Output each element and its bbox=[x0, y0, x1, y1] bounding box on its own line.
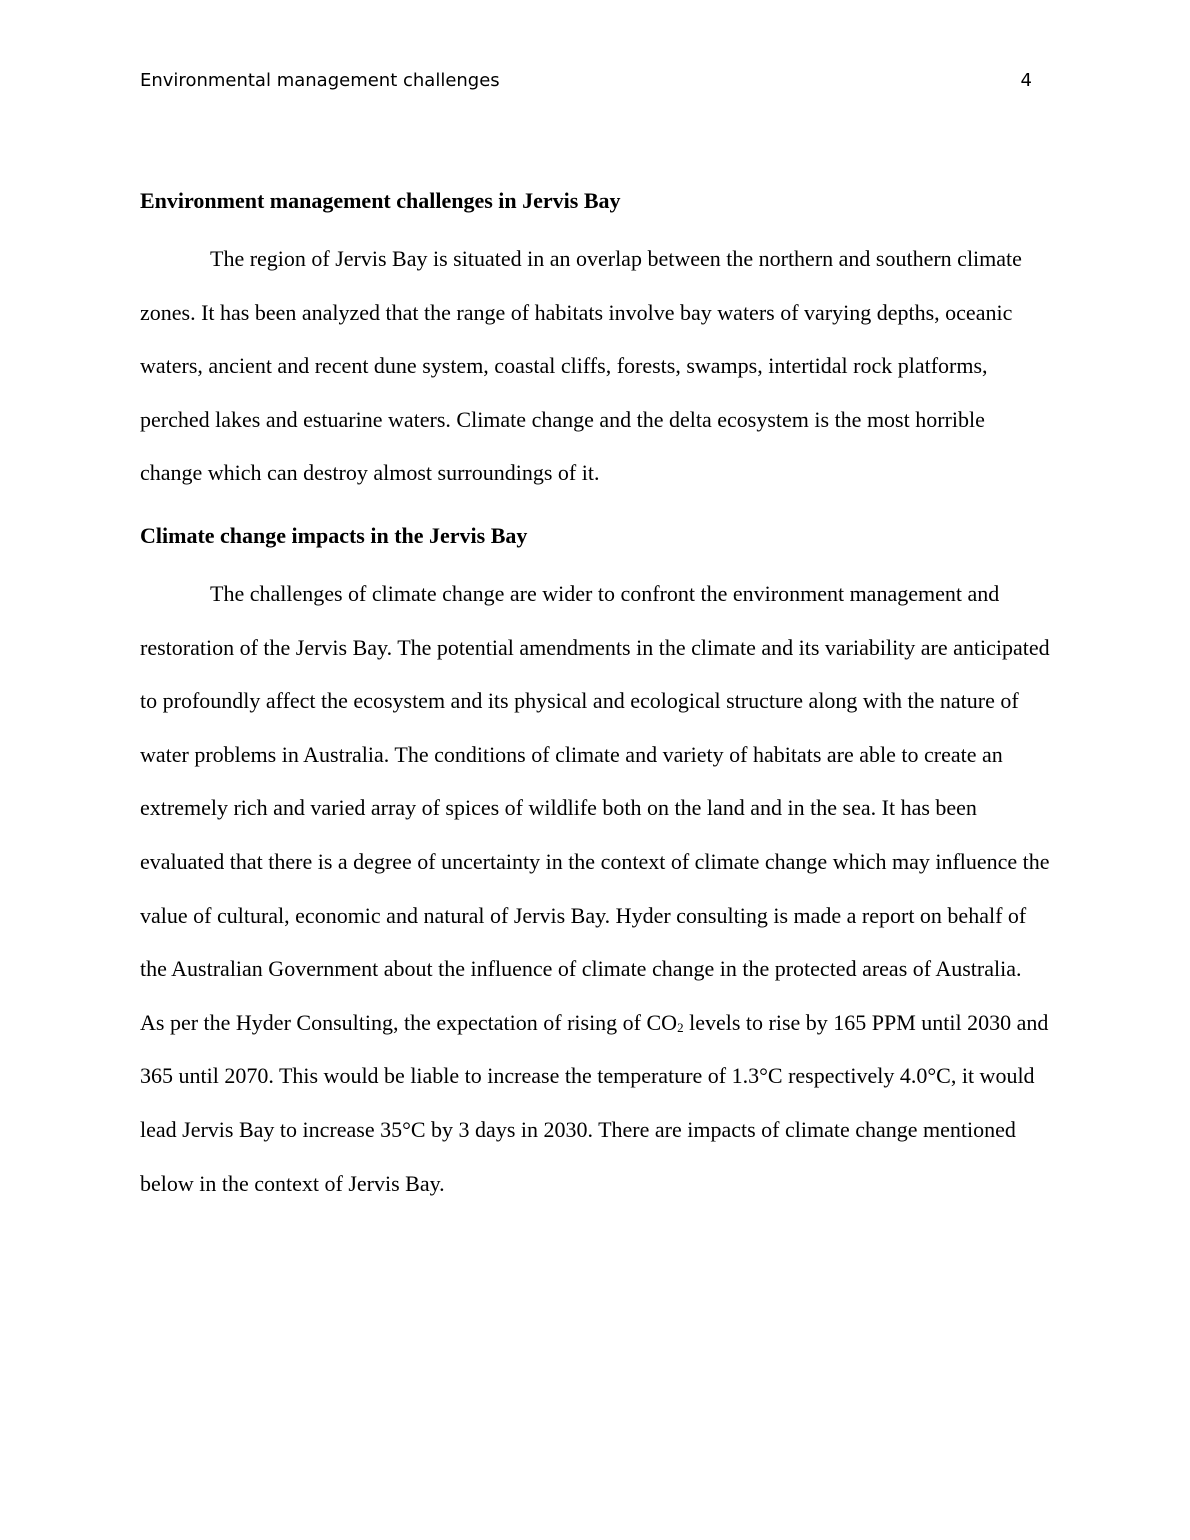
page-number: 4 bbox=[1020, 70, 1032, 91]
paragraph-climate-change bbox=[140, 567, 1050, 1210]
co2-subscript: 2 bbox=[677, 1019, 684, 1035]
running-head-title: Environmental management challenges bbox=[140, 70, 500, 91]
document-body bbox=[140, 184, 1050, 1210]
paragraph-text-part-2: levels to rise by 165 PPM until 2030 and 365 until 2070. This would be liable to increase the temperature of 1.3°C respectively 4.0°C, it would lead Jervis Bay to increase 35°C by 3 days in 2030. There are impacts of climate change mentioned below in the context of Jervis Bay. bbox=[140, 1009, 1049, 1196]
paragraph-text-part-1: The challenges of climate change are wider to confront the environment management and restoration of the Jervis Bay. The potential amendments in the climate and its variability are anticipated to profoundly affect the ecosystem and its physical and ecological structure along with the nature of water problems in Australia. The conditions of climate and variety of habitats are able to create an extremely rich and varied array of spices of wildlife both on the land and in the sea. It has been evaluated that there is a degree of uncertainty in the context of climate change which may influence the value of cultural, economic and natural of Jervis Bay. Hyder consulting is made a report on behalf of the Australian Government about the influence of climate change in the protected areas of Australia. As per the Hyder Consulting, the expectation of rising of CO bbox=[140, 580, 1050, 1035]
paragraph-region-overview: The region of Jervis Bay is situated in an overlap between the northern and southern climate zones. It has been analyzed that the range of habitats involve bay waters of varying depths, oceanic waters, ancient and recent dune system, coastal cliffs, forests, swamps, intertidal rock platforms, perched lakes and estuarine waters. Climate change and the delta ecosystem is the most horrible change which can destroy almost surroundings of it. bbox=[140, 246, 1022, 486]
section-heading-climate-change-impacts bbox=[140, 519, 1050, 553]
section-heading-environment-management: Environment management challenges in Jervis Bay bbox=[140, 188, 621, 213]
page-header bbox=[140, 70, 1032, 98]
section-heading-text: Climate change impacts in the Jervis Bay bbox=[140, 522, 528, 548]
